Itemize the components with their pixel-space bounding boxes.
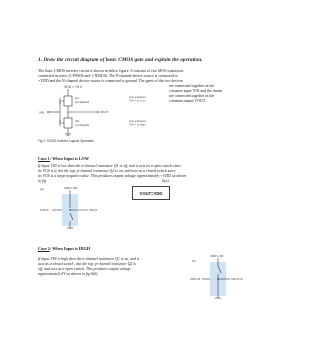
- case1-line: its VGS is 0, but the top, p-channel transistor Q2 is on, and acts as a closed switch since: [38, 169, 176, 174]
- case1-vout: VOUT: [89, 208, 98, 212]
- note-high-b: VIN = to High: [129, 122, 146, 127]
- q1-type: (p-channel): [75, 100, 90, 104]
- case2-line: off, and acts as a open switch. This produces output voltage: [38, 267, 132, 272]
- case2-title: : When Input is HIGH: [49, 246, 91, 251]
- case1-title: : When Input is LOW: [49, 156, 90, 161]
- case1-heading: [38, 156, 89, 161]
- note-low-b: VIN = to Low: [129, 98, 146, 103]
- page-title: 1. Draw the circuit diagram of basic CMOS gate and explain the operation.: [38, 57, 203, 63]
- q1-label: Q1: [75, 96, 80, 100]
- note-high: side indicates: [129, 119, 146, 123]
- q1-transistor: [64, 96, 72, 106]
- case2-fig-label: (b): [192, 259, 196, 263]
- intro-line: The basic CMOS inverter circuit is shown in below figure. It consists of two MOS transistors: [38, 69, 184, 73]
- figure-caption: Fig.7: CMOS Inverter Logical Operation: [38, 139, 94, 143]
- case1-fig-label: (a): [40, 187, 44, 191]
- q2-label: Q2: [75, 119, 80, 123]
- case1-line: [38, 179, 246, 184]
- intro-paragraph: [38, 69, 246, 84]
- intro-paragraph-right: [169, 84, 249, 104]
- case1-line-b: 6(a).: [162, 179, 170, 184]
- case2-vin: VIN=+5: [190, 277, 201, 281]
- vout-label: VOUT: [100, 110, 109, 114]
- case2-number: Case 2: [38, 246, 50, 251]
- intro-line: common output VOUT.: [169, 99, 206, 104]
- case1-result-box: VOUT=VDD: [132, 186, 170, 200]
- case1-number: Case 1: [38, 156, 50, 161]
- intro-line: +VDD and the N-channel device source is connected to ground. The gates of the two devices: [38, 79, 183, 84]
- case2-line: acts as a closed switch , but the top, p-channel transistor Q2 is: [38, 262, 136, 267]
- case1-line: If input VIN is low then the n-channel transistor Q1 is off, and it acts as a open switch since: [38, 164, 182, 168]
- case2-vdd: VDD=+5V: [210, 254, 224, 258]
- intro-line: common input VIN and the drains: [169, 89, 223, 94]
- case1-line-a: in fig: [38, 179, 47, 184]
- intro-line: are connected together as the: [169, 94, 215, 99]
- case2-line: approximately 0V as shown in fig 6(b).: [38, 272, 99, 277]
- case1-line: its VGS is a large negative value. This produces output voltage approximately +VDD as shown: [38, 174, 187, 179]
- case1-figure: [38, 186, 108, 234]
- q2-transistor: [64, 118, 72, 128]
- cmos-inverter-figure: [38, 84, 166, 154]
- vin-label: VIN: [39, 110, 45, 115]
- case2-figure: [190, 252, 254, 308]
- case2-paragraph: [38, 257, 188, 277]
- case2-heading: [38, 246, 90, 251]
- case1-paragraph: [38, 164, 246, 184]
- case1-vin: VIN=0: [40, 208, 49, 212]
- note-low: side indicates: [129, 95, 146, 99]
- case2-line: If input VIN is high then the n-channel transistor Q1 is on, and it: [38, 257, 140, 261]
- intro-line: are connected together as the: [169, 84, 215, 88]
- q2-type: (n-channel): [75, 123, 90, 127]
- intro-line: connected in series (1-PMOS and 1-NMOS). The P-channel device source is connected to: [38, 74, 179, 79]
- vdd-label: VDD = +5 V: [64, 85, 83, 89]
- case2-vout: VOUT=0: [231, 277, 243, 281]
- case1-vdd: VDD=+5V: [64, 186, 78, 190]
